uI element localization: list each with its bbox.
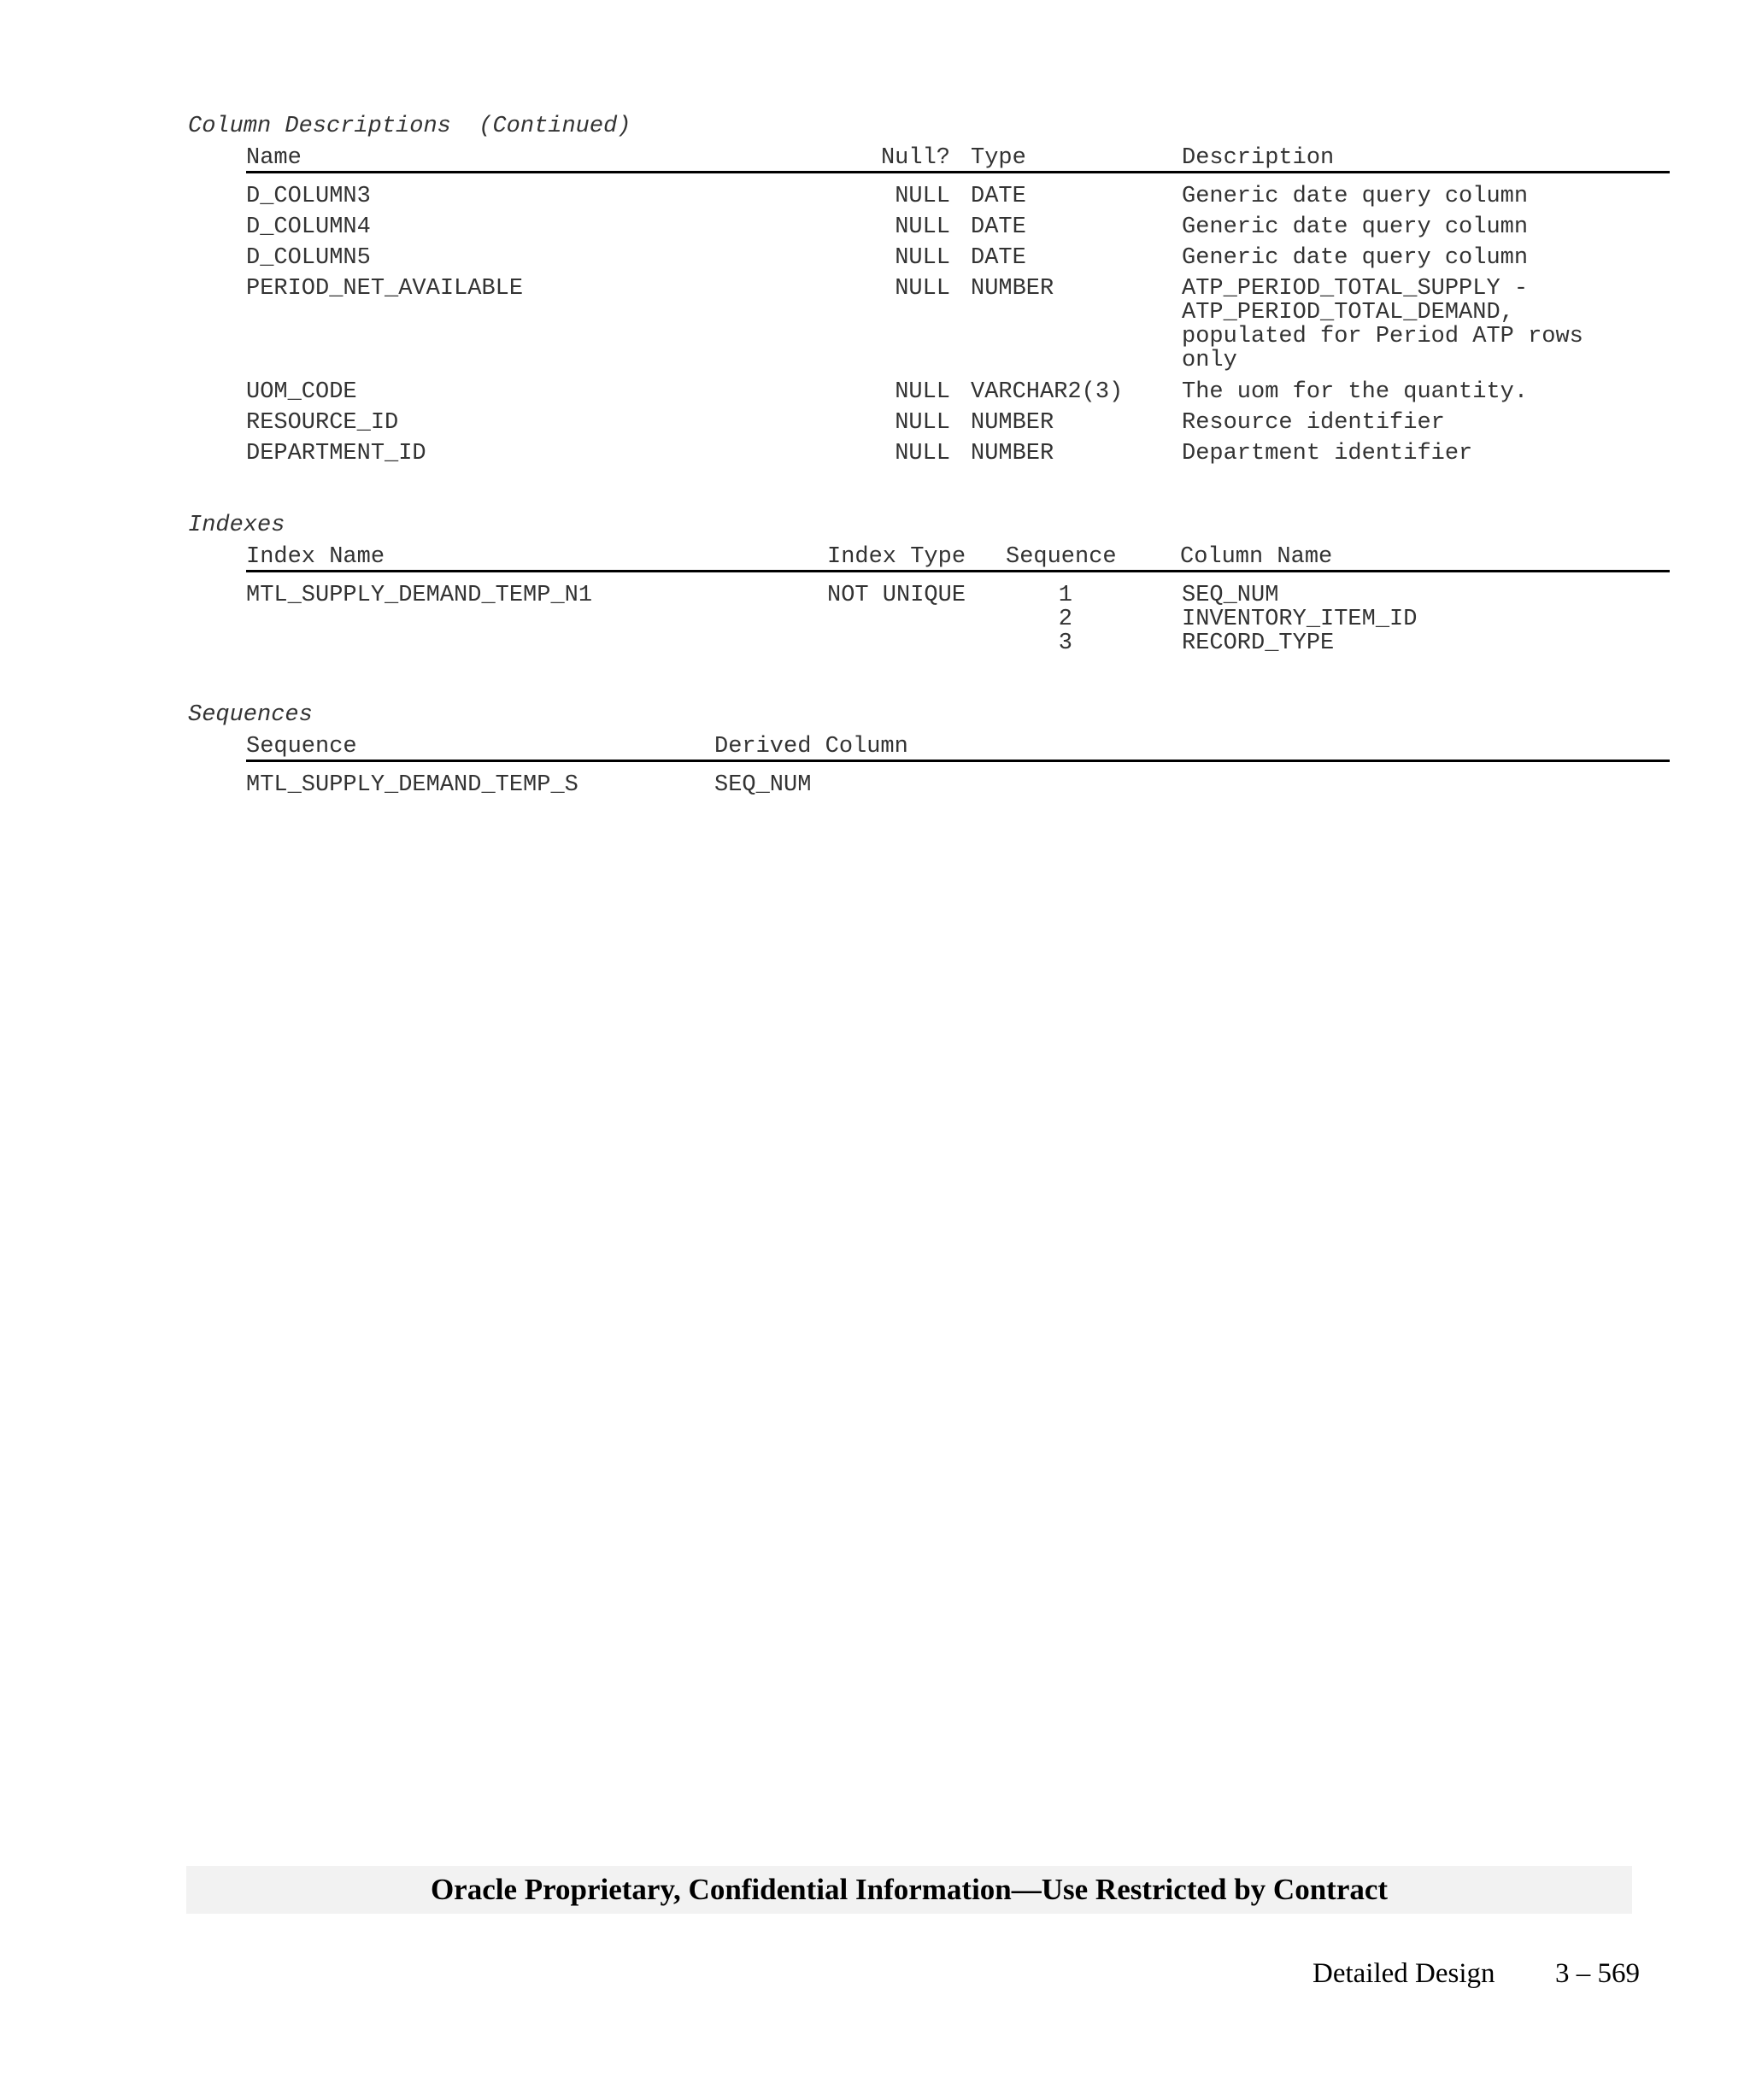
index-name-cell: MTL_SUPPLY_DEMAND_TEMP_N1	[246, 583, 593, 608]
idx-header-index-type: Index Type	[827, 544, 966, 570]
idx-header-column-name: Column Name	[1180, 544, 1333, 570]
confidential-banner-text: Oracle Proprietary, Confidential Information––Use Restricted by Contract	[430, 1873, 1389, 1906]
indexes-section-title: Indexes	[188, 513, 285, 538]
column-row-type: NUMBER	[971, 441, 1054, 466]
column-row-null: NULL	[895, 441, 950, 466]
seq-header-derived-column: Derived Column	[714, 734, 908, 760]
column-row-name: D_COLUMN3	[246, 184, 371, 209]
index-column-cell: RECORD_TYPE	[1182, 631, 1335, 656]
idx-header-index-name: Index Name	[246, 544, 385, 570]
column-row-type: DATE	[971, 245, 1026, 271]
column-row-name: D_COLUMN4	[246, 214, 371, 240]
index-sequence-cell: 1	[1058, 583, 1072, 608]
column-row-description: Department identifier	[1182, 441, 1473, 466]
column-row-null: NULL	[895, 379, 950, 405]
column-row-null: NULL	[895, 214, 950, 240]
column-row-null: NULL	[895, 184, 950, 209]
sequences-header-rule	[246, 760, 1670, 762]
column-row-description: Resource identifier	[1182, 410, 1445, 436]
col-header-name: Name	[246, 145, 302, 171]
column-row-null: NULL	[895, 410, 950, 436]
index-column-cell: SEQ_NUM	[1182, 583, 1279, 608]
column-row-description: Generic date query column	[1182, 214, 1529, 240]
col-header-null: Null?	[880, 145, 950, 171]
column-row-type: DATE	[971, 184, 1026, 209]
index-type-cell: NOT UNIQUE	[827, 583, 966, 608]
column-row-type: DATE	[971, 214, 1026, 240]
index-column-cell: INVENTORY_ITEM_ID	[1182, 607, 1418, 632]
column-row-null: NULL	[895, 245, 950, 271]
column-row-name: UOM_CODE	[246, 379, 357, 405]
column-row-name: DEPARTMENT_ID	[246, 441, 426, 466]
column-row-description-line: only	[1182, 348, 1237, 373]
column-row-null: NULL	[895, 276, 950, 302]
column-row-description: The uom for the quantity.	[1182, 379, 1529, 405]
column-row-description-line: populated for Period ATP rows	[1182, 324, 1583, 349]
column-row-description: Generic date query column	[1182, 184, 1529, 209]
index-sequence-cell: 3	[1058, 631, 1072, 656]
footer-page-number: 3 – 569	[1555, 1958, 1640, 1989]
column-row-name: D_COLUMN5	[246, 245, 371, 271]
column-row-description-line: ATP_PERIOD_TOTAL_SUPPLY -	[1182, 276, 1529, 302]
columns-continued: (Continued)	[479, 114, 631, 139]
confidential-banner	[186, 1866, 1632, 1914]
column-row-description: Generic date query column	[1182, 245, 1529, 271]
seq-header-sequence: Sequence	[246, 734, 357, 760]
columns-title: Column Descriptions	[188, 114, 451, 139]
sequences-section-title: Sequences	[188, 702, 313, 728]
col-header-type: Type	[971, 145, 1026, 171]
column-row-name: RESOURCE_ID	[246, 410, 399, 436]
index-sequence-cell: 2	[1058, 607, 1072, 632]
idx-header-sequence: Sequence	[1006, 544, 1117, 570]
sequence-derived-column-cell: SEQ_NUM	[714, 772, 812, 798]
column-row-description-line: ATP_PERIOD_TOTAL_DEMAND,	[1182, 300, 1514, 326]
column-row-type: NUMBER	[971, 276, 1054, 302]
column-row-name: PERIOD_NET_AVAILABLE	[246, 276, 524, 302]
sequence-name-cell: MTL_SUPPLY_DEMAND_TEMP_S	[246, 772, 578, 798]
columns-header-rule	[246, 171, 1670, 173]
columns-section-title	[188, 114, 631, 138]
col-header-description: Description	[1182, 145, 1335, 171]
column-row-type: VARCHAR2(3)	[971, 379, 1124, 405]
indexes-header-rule	[246, 570, 1670, 572]
column-row-type: NUMBER	[971, 410, 1054, 436]
footer-section-name: Detailed Design	[1312, 1958, 1495, 1989]
